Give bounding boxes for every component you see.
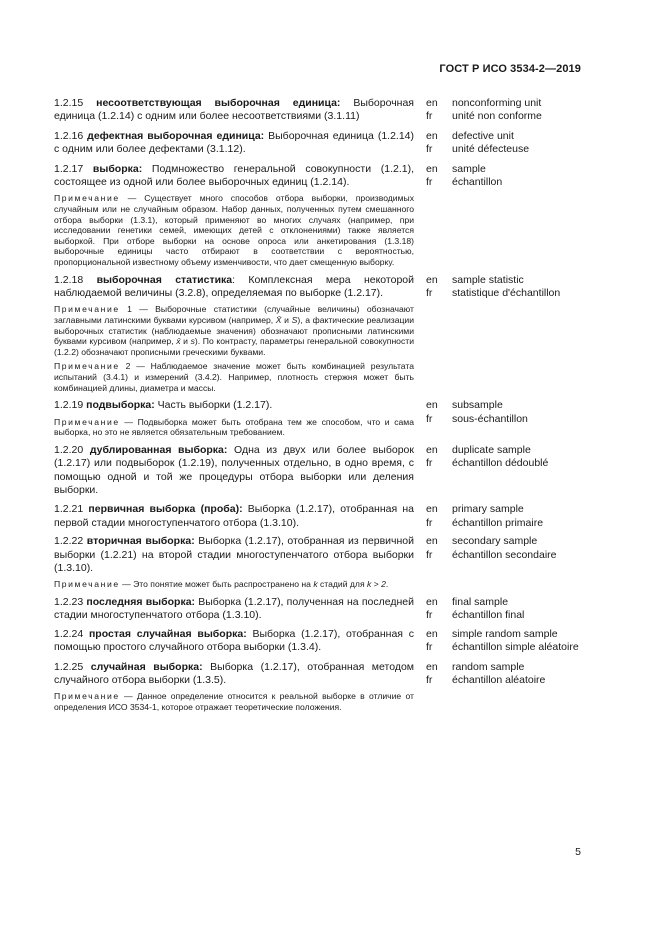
term-name: дефектная выборочная единица: [87,129,265,142]
definition: 1.2.19 подвыборка: Часть выборки (1.2.17). [54,399,273,412]
note-2: Примечание 2 — Наблюдаемое значение может быть комбинацией результата испытаний (3.4.1) и измерений (3.4.2). Например, плотность стержня может быть комбинацией длины, диаметра и массы. [54,361,414,393]
term-entry-1-2-24: 1.2.24 простая случайная выборка: Выборка (1.2.17), отобранная с помощью простого случайного отбора выборки (1.3.4). en fr simple random sample échantillon simple aléatoire [54,628,582,655]
term-fr: unité non conforme [452,110,542,123]
term-en: simple random sample [452,627,558,640]
definition: 1.2.25 случайная выборка: Выборка (1.2.17), отобранная методом случайного отбора выборки (1.3.5). [54,660,415,687]
term-fr: échantillon final [452,609,525,622]
term-name: несоответствующая выборочная единица: [96,97,341,109]
term-name: первичная выборка (проба): [88,503,243,516]
page-number: 5 [575,846,581,858]
term-en: random sample [452,660,525,673]
term-entry-1-2-22: 1.2.22 вторичная выборка: Выборка (1.2.17), отобранная из первичной выборки (1.2.21) на второй стадии многоступенчатого отбора выборки (1.3.10). Примечание — Это понятие может быть распространено на k стадий для k > 2. en fr secondary sample échantillon secondaire [54,535,582,590]
term-en: subsample [452,399,503,412]
term-entry-1-2-20: 1.2.20 дублированная выборка: Одна из двух или более выборок (1.2.17) или подвыборок (1.2.19), полученных отдельно, в одно время, с помощью одной и той же процедуры отбора выборки или деления выборки. en fr duplicate sample échantillon dédoublé [54,444,582,498]
definition: 1.2.21 первичная выборка (проба): Выборка (1.2.17), отобранная на первой стадии многоступенчатого отбора (1.3.10). [54,503,414,529]
term-en: defective unit [452,129,514,142]
term-name: выборочная статистика [96,273,233,286]
term-en: primary sample [452,503,524,516]
definition: 1.2.15 несоответствующая выборочная единица: Выборочная единица (1.2.14) с одним или более несоответствиями (3.1.11) [54,97,414,123]
term-entry-1-2-17: 1.2.17 выборка: Подмножество генеральной совокупности (1.2.1), состоящее из одной или более выборочных единиц (1.2.14). Примечание — Существует много способов отбора выборки, производимых случайным или не случайным образом. Набор данных, полученных путем смешанного отбора выборки (1.3.1), который применяют во многих случаях (например, при исследовании генетики семей, имеющих детей с отклонениями) также является выборкой. При отборе выборки на основе опроса или анкетирования (1.3.18) выборочные единицы часто отбирают в соответствии с вероятностью, пропорциональной известному объему изменчивости, что дает смещенную выборку. en fr sample échantillon [54,163,582,268]
term-fr: échantillon primaire [452,516,544,529]
term-entry-1-2-23: 1.2.23 последняя выборка: Выборка (1.2.17), полученная на последней стадии многоступенчатого отбора (1.3.10). en fr final sample échantillon final [54,596,582,623]
term-entry-1-2-18: 1.2.18 выборочная статистика: Комплексная мера некоторой наблюдаемой величины (3.2.8), определяемая по выборке (1.2.17). Примечание 1 — Выборочные статистики (случайные величины) обозначают заглавными латинскими буквами курсивом (например, X̄ и S), а фактические реализации выборочных статистик (наблюдаемые значения) обозначают прописными латинскими буквами курсивом (например, x̄ и s). По контрасту, параметры генеральной совокупности (1.2.2) обозначают прописными греческими буквами. Примечание 2 — Наблюдаемое значение может быть комбинацией результата испытаний (3.4.1) и измерений (3.4.2). Например, плотность стержня может быть комбинацией длины, диаметра и массы. en fr sample statistic statistique d'échantillon [54,274,582,394]
definition: 1.2.22 вторичная выборка: Выборка (1.2.17), отобранная из первичной выборки (1.2.21) на второй стадии многоступенчатого отбора выборки (1.3.10). [54,535,414,574]
note-1: Примечание 1 — Выборочные статистики (случайные величины) обозначают заглавными латинскими буквами курсивом (например, X̄ и S), а фактические реализации выборочных статистик (наблюдаемые значения) обозначают прописными латинскими буквами курсивом (например, x̄ и s). По контрасту, параметры генеральной совокупности (1.2.2) обозначают прописными греческими буквами. [54,304,415,357]
term-en: sample statistic [452,273,524,286]
term-name: выборка: [92,162,143,175]
note: Примечание — Существует много способов отбора выборки, производимых случайным или не случайным образом. Набор данных, полученных путем смешанного отбора выборки (1.3.1), который применяют во многих случаях (например, при исследовании генетики семей, имеющих детей с отклонениями) также является выборкой. При отборе выборки на основе опроса или анкетирования (1.3.18) выборочные единицы часто отбирают в соответствии с вероятностью, пропорциональной известному объему изменчивости, что дает смещенную выборку. [54,193,414,267]
term-entry-1-2-25: 1.2.25 случайная выборка: Выборка (1.2.17), отобранная методом случайного отбора выборки (1.3.5). Примечание — Данное определение относится к реальной выборке в отличие от определения ИСО 3534-1, которое отражает теоретические положения. en fr random sample échantillon aléatoire [54,661,582,713]
term-fr: échantillon [452,176,503,189]
term-en: secondary sample [452,535,538,548]
note: Примечание — Данное определение относится к реальной выборке в отличие от определения ИСО 3534-1, которое отражает теоретические положения. [54,691,414,713]
term-fr: unité défecteuse [452,143,530,156]
term-name: случайная выборка: [90,660,203,673]
term-en: final sample [452,596,509,608]
definition: 1.2.20 дублированная выборка: Одна из двух или более выборок (1.2.17) или подвыборок (1.2.19), полученных отдельно, в одно время, с помощью одной и той же процедуры отбора выборки или деления выборки. [54,443,414,496]
term-en: sample [452,162,486,175]
definition: 1.2.18 выборочная статистика: Комплексная мера некоторой наблюдаемой величины (3.2.8), определяемая по выборке (1.2.17). [54,273,414,299]
note: Примечание — Подвыборка может быть отобрана тем же способом, что и сама выборка, но это не является обязательным требованием. [54,416,414,438]
document-header: ГОСТ Р ИСО 3534-2—2019 [439,63,581,75]
term-fr: sous-échantillon [452,412,528,425]
term-fr: échantillon secondaire [452,548,557,561]
term-fr: échantillon simple aléatoire [452,641,579,654]
term-entry-1-2-19: 1.2.19 подвыборка: Часть выборки (1.2.17). Примечание — Подвыборка может быть отобрана тем же способом, что и сама выборка, но это не является обязательным требованием. en fr subsample sous-échantillon [54,399,582,438]
term-fr: statistique d'échantillon [452,287,561,299]
term-entry-1-2-15: 1.2.15 несоответствующая выборочная единица: Выборочная единица (1.2.14) с одним или более несоответствиями (3.1.11) en fr nonconforming unit unité non conforme [54,97,582,124]
definition: 1.2.23 последняя выборка: Выборка (1.2.17), полученная на последней стадии многоступенчатого отбора (1.3.10). [54,596,414,622]
note: Примечание — Это понятие может быть распространено на k стадий для k > 2. [54,579,389,590]
term-name: вторичная выборка: [86,535,195,548]
term-fr: échantillon dédoublé [452,457,549,470]
definition: 1.2.24 простая случайная выборка: Выборка (1.2.17), отобранная с помощью простого случайного отбора выборки (1.3.4). [54,627,414,654]
term-name: подвыборка: [86,399,155,412]
term-entry-1-2-16: 1.2.16 дефектная выборочная единица: Выборочная единица (1.2.14) с одним или более дефектами (3.1.12). en fr defective unit unité défecteuse [54,130,582,157]
term-name: последняя выборка: [86,596,196,608]
definition: 1.2.17 выборка: Подмножество генеральной совокупности (1.2.1), состоящее из одной или более выборочных единиц (1.2.14). [54,162,414,189]
term-name: простая случайная выборка: [88,627,247,640]
term-entry-1-2-21: 1.2.21 первичная выборка (проба): Выборка (1.2.17), отобранная на первой стадии многоступенчатого отбора (1.3.10). en fr primary sample échantillon primaire [54,503,582,530]
definition: 1.2.16 дефектная выборочная единица: Выборочная единица (1.2.14) с одним или более дефектами (3.1.12). [54,129,415,156]
term-name: дублированная выборка: [89,443,228,456]
term-en: nonconforming unit [452,97,542,109]
term-en: duplicate sample [452,443,531,456]
term-fr: échantillon aléatoire [452,674,546,687]
terms-list [54,97,582,713]
